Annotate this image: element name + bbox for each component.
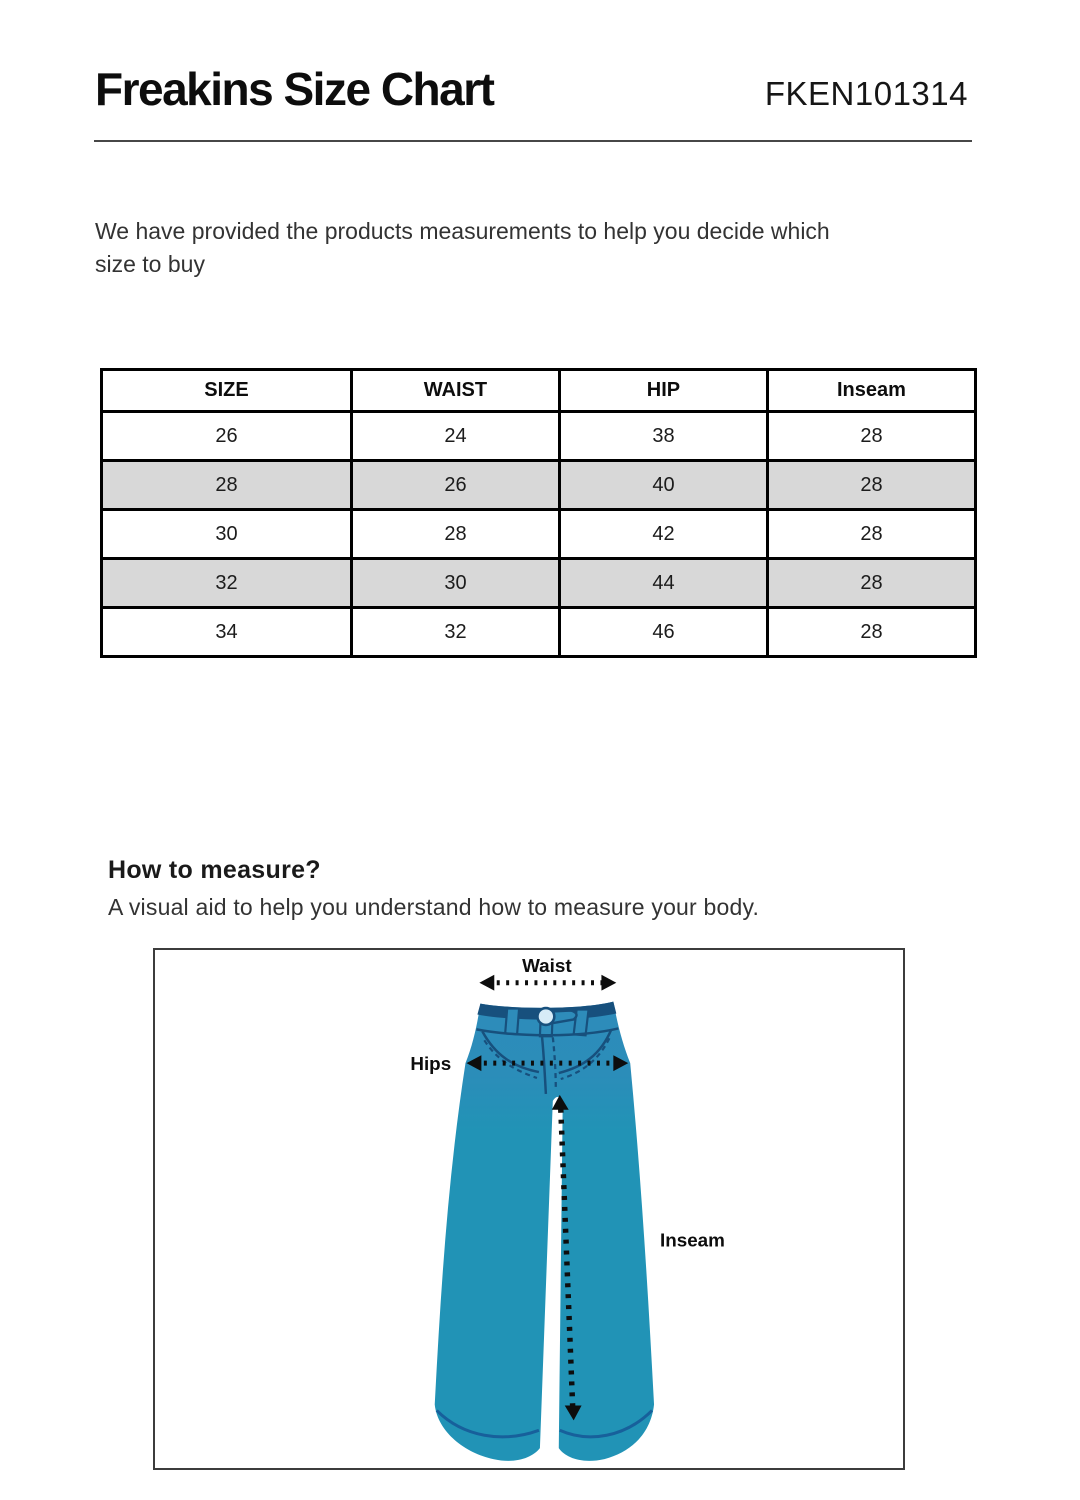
column-header-size: SIZE <box>102 370 352 412</box>
header-divider <box>94 140 972 142</box>
cell-size: 26 <box>102 412 352 461</box>
waist-label: Waist <box>522 954 572 976</box>
table-row <box>102 559 976 608</box>
cell-inseam: 28 <box>767 559 975 608</box>
inseam-label: Inseam <box>659 1229 725 1251</box>
cell-waist: 32 <box>351 608 559 657</box>
page-title: Freakins Size Chart <box>95 63 494 115</box>
intro-line-1: We have provided the products measurements to help you decide which <box>95 218 830 244</box>
table-row <box>102 412 976 461</box>
size-table <box>100 368 977 658</box>
column-header-inseam: Inseam <box>767 370 975 412</box>
how-to-measure-section <box>108 856 759 921</box>
table-row <box>102 461 976 510</box>
intro-text <box>95 215 830 281</box>
cell-waist: 30 <box>351 559 559 608</box>
how-to-measure-heading: How to measure? <box>108 856 321 884</box>
cell-waist: 26 <box>351 461 559 510</box>
cell-inseam: 28 <box>767 461 975 510</box>
cell-size: 28 <box>102 461 352 510</box>
table-row <box>102 608 976 657</box>
cell-waist: 24 <box>351 412 559 461</box>
jeans-illustration <box>155 950 903 1468</box>
waist-arrow <box>479 975 616 991</box>
cell-hip: 38 <box>559 412 767 461</box>
column-header-hip: HIP <box>559 370 767 412</box>
cell-hip: 42 <box>559 510 767 559</box>
hips-label: Hips <box>410 1053 452 1075</box>
cell-waist: 28 <box>351 510 559 559</box>
cell-hip: 40 <box>559 461 767 510</box>
cell-hip: 46 <box>559 608 767 657</box>
button <box>537 1008 554 1025</box>
column-header-waist: WAIST <box>351 370 559 412</box>
cell-size: 32 <box>102 559 352 608</box>
product-code: FKEN101314 <box>764 75 968 112</box>
table-header-row <box>102 370 976 412</box>
table-row <box>102 510 976 559</box>
how-to-measure-subtitle: A visual aid to help you understand how to measure your body. <box>108 894 760 920</box>
cell-hip: 44 <box>559 559 767 608</box>
cell-inseam: 28 <box>767 412 975 461</box>
cell-size: 30 <box>102 510 352 559</box>
intro-line-2: size to buy <box>95 251 205 277</box>
measurement-diagram <box>153 948 905 1470</box>
cell-inseam: 28 <box>767 608 975 657</box>
header <box>95 62 968 116</box>
cell-inseam: 28 <box>767 510 975 559</box>
cell-size: 34 <box>102 608 352 657</box>
